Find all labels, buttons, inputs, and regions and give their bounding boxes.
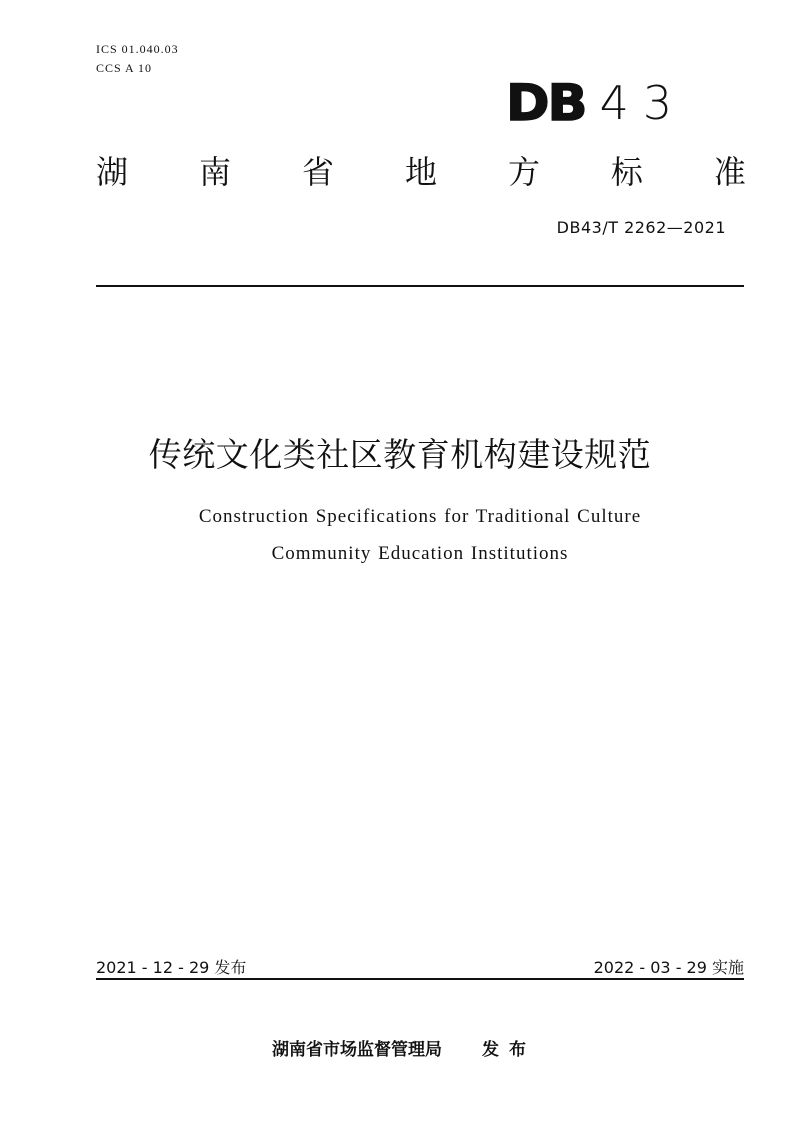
standard-type-char: 标 bbox=[610, 153, 643, 191]
ccs-code: CCS A 10 bbox=[96, 61, 153, 75]
standard-type-char: 地 bbox=[404, 153, 437, 191]
standard-number: DB43/T 2262—2021 bbox=[556, 218, 726, 237]
ics-code: ICS 01.040.03 bbox=[96, 42, 179, 56]
bottom-divider bbox=[96, 978, 744, 980]
document-title-english-line1: Construction Specifications for Traditional Culture bbox=[198, 506, 642, 527]
standard-type-char: 省 bbox=[301, 153, 334, 191]
issuer-name: 湖南省市场监督管理局 bbox=[272, 1040, 442, 1060]
db-standard-mark bbox=[506, 74, 687, 132]
implementation-date: 2022 - 03 - 29 实施 bbox=[593, 958, 744, 977]
standard-type-char: 南 bbox=[198, 153, 231, 191]
issue-date: 2021 - 12 - 29 发布 bbox=[96, 958, 247, 977]
standard-type-char: 方 bbox=[507, 153, 540, 191]
standard-type-heading bbox=[96, 150, 746, 194]
document-title-chinese: 传统文化类社区教育机构建设规范 bbox=[148, 435, 652, 474]
issue-action: 发布 bbox=[482, 1040, 536, 1060]
db-logo: DB bbox=[506, 74, 586, 132]
classification-codes bbox=[96, 40, 179, 78]
top-divider bbox=[96, 285, 744, 287]
province-code: 43 bbox=[599, 76, 687, 130]
standard-type-char: 湖 bbox=[96, 153, 129, 191]
standard-type-char: 准 bbox=[713, 153, 746, 191]
document-title-english-line2: Community Education Institutions bbox=[271, 543, 569, 564]
issuing-authority bbox=[272, 1035, 536, 1060]
